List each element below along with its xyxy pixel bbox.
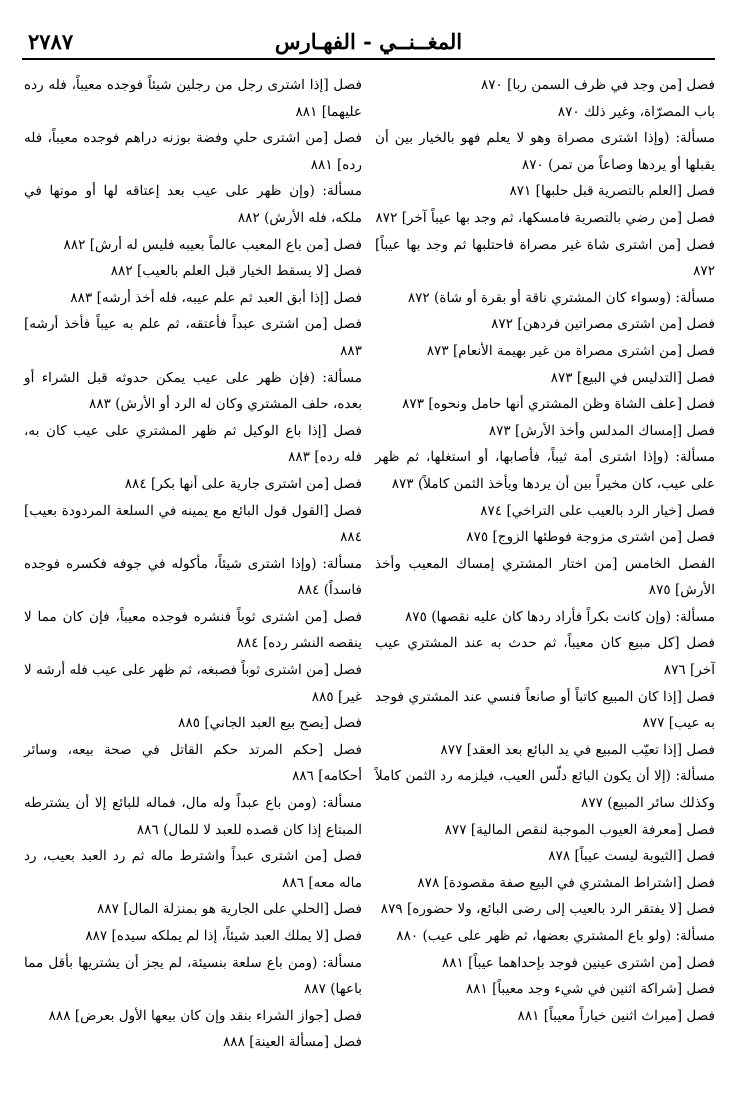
index-entry: فصل [معرفة العيوب الموجبة لنقص المالية] ٨٧٧ (444, 821, 715, 838)
index-entry: فصل [اشتراط المشتري في البيع صفة مقصودة] ٨٧٨ (417, 874, 715, 891)
index-entry: فصل [من اشترى حلي وفضة بوزنه دراهم فوجده معيباً، فله رده] ٨٨١ (24, 130, 362, 173)
index-entry: مسألة: (وسواء كان المشتري ناقة أو بقرة أو شاة) ٨٧٢ (407, 289, 715, 306)
index-entry: فصل [من اشترى ثوباً فنشره فوجده معيباً، فإن كان مما لا ينقصه النشر رده] ٨٨٤ (24, 608, 362, 652)
index-entry: الفصل الخامس [من اختار المشتري إمساك المعيب وأخذ الأرش] ٨٧٥ (375, 555, 715, 599)
index-entry: فصل [العلم بالتصرية قبل حلبها] ٨٧١ (509, 183, 715, 200)
index-entry: فصل [إذا أبق العبد ثم علم عيبه، فله أخذ أرشه] ٨٨٣ (70, 289, 362, 306)
index-entry: مسألة: (وإذا اشترى شيئاً، مأكوله في جوفه فكسره فوجده فاسداً) ٨٨٤ (24, 555, 362, 599)
index-entry: مسألة: (وإذا اشترى مصراة وهو لا يعلم فهو بالخيار بين أن يقبلها أو يردها وصاعاً من تمر) ٨٧٠ (375, 130, 715, 173)
index-entry: مسألة: (ولو باع المشتري بعضها، ثم ظهر على عيب) ٨٨٠ (396, 928, 715, 944)
index-entry: فصل [حكم المرتد حكم القاتل في صحة بيعه، وسائر أحكامه] ٨٨٦ (24, 741, 362, 785)
index-entry: فصل [من اشترى مصراة من غير بهيمة الأنعام] ٨٧٣ (426, 342, 715, 359)
index-entry: فصل [إمساك المدلس وأخذ الأرش] ٨٧٣ (488, 422, 715, 439)
page-header (22, 28, 715, 60)
index-entry: فصل [جواز الشراء بنقد وإن كان بيعها الأول بعرض] ٨٨٨ (48, 1007, 362, 1024)
index-entry: مسألة: (وإن ظهر على عيب بعد إعتاقه لها أو موتها في ملكه، فله الأرش) ٨٨٢ (24, 183, 362, 226)
index-entry: فصل [يصح بيع العبد الجاني] ٨٨٥ (178, 715, 362, 732)
index-entry: فصل [من اشترى عينين فوجد بإحداهما عيباً] ٨٨١ (441, 954, 715, 971)
index-entry: مسألة: (ومن باع سلعة بنسيئة، لم يجز أن يشتريها بأقل مما باعها) ٨٨٧ (24, 954, 362, 998)
index-entry: مسألة: (إلا أن يكون البائع دلّس العيب، فيلزمه رد الثمن كاملاً وكذلك سائر المبيع) ٨٧٧ (375, 768, 715, 812)
index-entry: فصل [القول قول البائع مع يمينه في السلعة المردودة بعيب] ٨٨٤ (24, 502, 362, 546)
index-entry: فصل [إذا باع الوكيل ثم ظهر المشتري على عيب كان به، فله رده] ٨٨٣ (24, 422, 362, 466)
index-entry: فصل [من وجد في ظرف السمن ربا] ٨٧٠ (480, 77, 715, 93)
index-entry: فصل [من اشترى مصراتين فردهن] ٨٧٢ (491, 316, 715, 333)
index-entry: فصل [إذا كان المبيع كاتباً أو صانعاً فنسي عند المشتري فوجد به عيب] ٨٧٧ (375, 688, 715, 732)
running-title: المغــنــي - الفهـارس (274, 29, 463, 54)
index-entry: فصل [من باع المعيب عالماً بعيبه فليس له أرش] ٨٨٢ (63, 236, 362, 253)
index-entry: فصل [لا يفتقر الرد بالعيب إلى رضى البائع، ولا حضوره] ٨٧٩ (380, 901, 715, 918)
index-entry: باب المصرّاة، وغير ذلك ٨٧٠ (557, 103, 715, 120)
index-entry: فصل [الحلي على الجارية هو بمنزلة المال] ٨٨٧ (97, 901, 362, 918)
index-entry: فصل [من اشترى جارية على أنها بكر] ٨٨٤ (124, 475, 362, 492)
index-entry: فصل [من اشترى عبداً واشترط ماله ثم رد العبد بعيب، رد ماله معه] ٨٨٦ (24, 848, 362, 891)
index-entry: فصل [لا يملك العبد شيئاً، إذا لم يملكه سيده] ٨٨٧ (85, 928, 362, 944)
index-entry: فصل [مسألة العينة] ٨٨٨ (222, 1034, 362, 1051)
index-entry: مسألة: (فإن ظهر على عيب يمكن حدوثه قبل الشراء أو بعده، حلف المشتري وكان له الرد أو الأرش) ٨٨٣ (24, 369, 362, 413)
index-entry: فصل [من رضي بالتصرية فامسكها، ثم وجد بها عيباً آخر] ٨٧٢ (375, 209, 715, 226)
index-entry: فصل [الثيوبة ليست عيباً] ٨٧٨ (548, 848, 715, 865)
index-entry: فصل [شراكة اثنين في شيء وجد معيباً] ٨٨١ (465, 981, 715, 998)
index-entry: فصل [من اشترى شاة غير مصراة فاحتلبها ثم وجد بها عيباً] ٨٧٢ (375, 236, 715, 280)
index-entry: فصل [لا يسقط الخيار قبل العلم بالعيب] ٨٨٢ (110, 263, 362, 280)
index-entry: فصل [إذا اشترى رجل من رجلين شيئاً فوجده معيباً، فله رده عليهما] ٨٨١ (24, 77, 362, 120)
index-entry: فصل [ميراث اثنين خياراً معيباً] ٨٨١ (517, 1007, 715, 1024)
index-entry: فصل [إذا تعيّب المبيع في يد البائع بعد العقد] ٨٧٧ (440, 741, 715, 758)
index-column-left (22, 72, 362, 1056)
index-columns (22, 72, 715, 1056)
index-entry: فصل [التدليس في البيع] ٨٧٣ (550, 369, 715, 386)
index-entry: فصل [من اشترى عبداً فأعتقه، ثم علم به عيباً فأخذ أرشه] ٨٨٣ (24, 316, 362, 359)
index-entry: مسألة: (وإذا اشترى أمة ثيباً، فأصابها، أو استغلها، ثم ظهر على عيب، كان مخيراً بين أن يردها ويأخذ الثمن كاملاً) ٨٧٣ (375, 449, 715, 492)
index-entry: فصل [من اشترى ثوباً فصبغه، ثم ظهر على عيب فله أرشه لا غير] ٨٨٥ (24, 662, 362, 705)
index-entry: فصل [من اشترى مزوجة فوطئها الزوج] ٨٧٥ (466, 529, 715, 546)
index-entry: مسألة: (وإن كانت بكراً فأراد ردها كان عليه نقصها) ٨٧٥ (404, 608, 715, 625)
page-number: ٢٧٨٧ (28, 29, 74, 54)
index-entry: مسألة: (ومن باع عبداً وله مال، فماله للبائع إلا أن يشترطه المبتاع إذا كان قصده للعبد لا للمال) ٨٨٦ (24, 795, 362, 838)
index-column-right (375, 72, 715, 1056)
index-entry: فصل [خيار الرد بالعيب على التراخي] ٨٧٤ (480, 502, 715, 519)
index-entry: فصل [كل مبيع كان معيباً، ثم حدث به عند المشتري عيب آخر] ٨٧٦ (375, 635, 715, 679)
index-entry: فصل [علف الشاة وظن المشتري أنها حامل ونحوه] ٨٧٣ (402, 396, 715, 413)
